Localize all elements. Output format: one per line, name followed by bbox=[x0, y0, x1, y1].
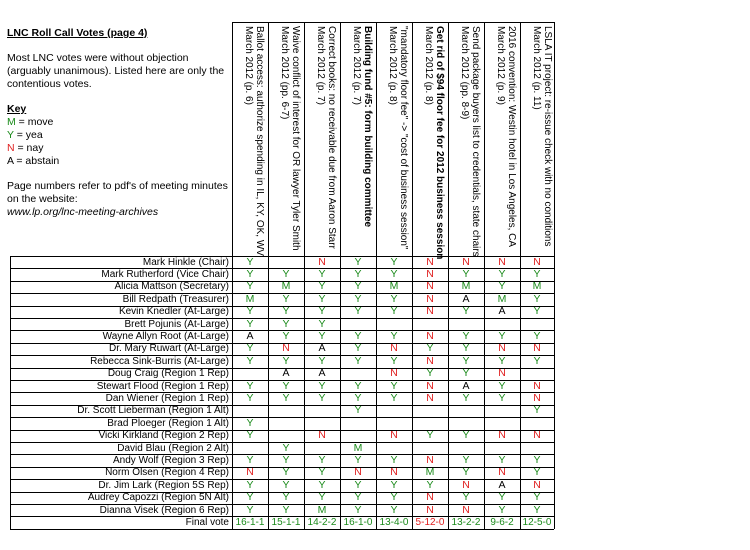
vote-cell: Y bbox=[498, 267, 506, 280]
vote-cell: Y bbox=[354, 354, 362, 367]
vote-cell: N bbox=[426, 354, 434, 367]
vote-cell: N bbox=[498, 342, 506, 355]
vote-cell: Y bbox=[462, 354, 470, 367]
vote-cell: Y bbox=[390, 503, 398, 516]
final-vote-tally: 14-2-2 bbox=[307, 516, 337, 528]
vote-cell: Y bbox=[498, 280, 506, 293]
vote-cell: Y bbox=[246, 503, 254, 516]
member-name: Alicia Mattson (Secretary) bbox=[114, 281, 229, 293]
vote-cell: M bbox=[497, 292, 507, 305]
key-heading: Key bbox=[7, 103, 27, 115]
vote-cell: Y bbox=[462, 491, 470, 504]
vote-cell: Y bbox=[246, 379, 254, 392]
column-date: March 2012 (p. 8) bbox=[387, 26, 398, 105]
vote-cell: Y bbox=[246, 280, 254, 293]
vote-cell: N bbox=[462, 503, 470, 516]
vote-cell: Y bbox=[462, 453, 470, 466]
vote-cell: Y bbox=[498, 391, 506, 404]
vote-cell: Y bbox=[390, 292, 398, 305]
vote-cell: A bbox=[498, 305, 506, 318]
vote-cell: Y bbox=[246, 305, 254, 318]
vote-cell: Y bbox=[318, 453, 326, 466]
vote-cell: N bbox=[426, 453, 434, 466]
column-motion: 2016 convention: Westin hotel in Los Angeles, CA bbox=[506, 26, 517, 248]
vote-cell: Y bbox=[282, 292, 290, 305]
vote-cell: Y bbox=[282, 466, 290, 479]
vote-cell: N bbox=[318, 429, 326, 442]
column-header bbox=[387, 26, 409, 249]
vote-cell: Y bbox=[533, 292, 541, 305]
column-date: March 2012 (pp. 8-9) bbox=[459, 26, 470, 120]
vote-cell: Y bbox=[533, 305, 541, 318]
member-name: Bill Redpath (Treasurer) bbox=[122, 293, 229, 305]
vote-cell: N bbox=[318, 255, 326, 268]
vote-cell: Y bbox=[354, 453, 362, 466]
vote-cell: Y bbox=[533, 329, 541, 342]
key-code: M bbox=[7, 116, 16, 128]
final-vote-tally: 16-1-1 bbox=[235, 516, 265, 528]
vote-cell: Y bbox=[390, 391, 398, 404]
member-name: Audrey Capozzi (Region 5N Alt) bbox=[87, 492, 229, 504]
vote-cell: N bbox=[498, 255, 506, 268]
vote-cell: Y bbox=[246, 416, 254, 429]
vote-cell: N bbox=[533, 342, 541, 355]
vote-cell: A bbox=[462, 379, 470, 392]
vote-cell: Y bbox=[390, 329, 398, 342]
member-name: Mark Rutherford (Vice Chair) bbox=[101, 268, 229, 280]
vote-cell: N bbox=[498, 367, 506, 380]
vote-cell: Y bbox=[282, 305, 290, 318]
vote-cell: Y bbox=[462, 305, 470, 318]
column-header bbox=[459, 26, 481, 257]
vote-cell: Y bbox=[246, 255, 254, 268]
column-header bbox=[495, 26, 517, 247]
vote-cell: Y bbox=[498, 453, 506, 466]
vote-cell: N bbox=[426, 391, 434, 404]
vote-cell: Y bbox=[246, 391, 254, 404]
vote-cell: Y bbox=[246, 342, 254, 355]
vote-cell: Y bbox=[282, 317, 290, 330]
key-code: N bbox=[7, 142, 15, 154]
vote-cell: Y bbox=[354, 305, 362, 318]
vote-cell: A bbox=[282, 367, 290, 380]
member-name: Stewart Flood (Region 1 Rep) bbox=[96, 380, 229, 392]
vote-cell: M bbox=[389, 280, 399, 293]
column-date: March 2012 (p. 7) bbox=[315, 26, 326, 105]
vote-cell: Y bbox=[533, 453, 541, 466]
vote-cell: Y bbox=[390, 255, 398, 268]
column-motion: Get rid of $94 floor fee for 2012 business session bbox=[434, 26, 445, 260]
vote-cell: Y bbox=[462, 367, 470, 380]
column-date: March 2012 (p. 8) bbox=[423, 26, 434, 105]
vote-cell: Y bbox=[462, 267, 470, 280]
vote-cell: Y bbox=[282, 441, 290, 454]
vote-cell: A bbox=[462, 292, 470, 305]
vote-cell: Y bbox=[390, 478, 398, 491]
vote-cell: Y bbox=[354, 404, 362, 417]
vote-cell: Y bbox=[462, 466, 470, 479]
vote-cell: Y bbox=[318, 466, 326, 479]
vote-cell: Y bbox=[426, 478, 434, 491]
vote-cell: Y bbox=[498, 491, 506, 504]
vote-cell: N bbox=[426, 503, 434, 516]
vote-cell: Y bbox=[390, 491, 398, 504]
vote-cell: Y bbox=[390, 267, 398, 280]
column-date: March 2012 (p. 6) bbox=[243, 26, 254, 105]
vote-cell: Y bbox=[318, 267, 326, 280]
vote-cell: Y bbox=[498, 503, 506, 516]
member-name: Dr. Scott Lieberman (Region 1 Alt) bbox=[77, 405, 229, 417]
vote-cell: Y bbox=[318, 491, 326, 504]
vote-cell: Y bbox=[282, 478, 290, 491]
vote-cell: M bbox=[461, 280, 471, 293]
final-vote-tally: 13-2-2 bbox=[451, 516, 481, 528]
vote-cell: Y bbox=[318, 280, 326, 293]
vote-cell: Y bbox=[354, 255, 362, 268]
vote-cell: Y bbox=[318, 478, 326, 491]
column-header bbox=[423, 26, 445, 259]
vote-cell: Y bbox=[533, 503, 541, 516]
column-header bbox=[243, 26, 265, 256]
vote-cell: N bbox=[426, 305, 434, 318]
final-vote-tally: 13-4-0 bbox=[379, 516, 409, 528]
vote-cell: Y bbox=[246, 267, 254, 280]
column-header bbox=[531, 26, 553, 246]
page-title: LNC Roll Call Votes (page 4) bbox=[7, 27, 148, 39]
vote-cell: Y bbox=[282, 354, 290, 367]
grid-hline bbox=[232, 22, 554, 23]
key-label: = abstain bbox=[13, 155, 60, 167]
vote-cell: Y bbox=[354, 478, 362, 491]
vote-cell: Y bbox=[354, 329, 362, 342]
vote-cell: Y bbox=[354, 491, 362, 504]
vote-cell: M bbox=[245, 292, 255, 305]
vote-cell: Y bbox=[462, 429, 470, 442]
member-name: David Blau (Region 2 Alt) bbox=[117, 442, 229, 454]
vote-cell: N bbox=[533, 391, 541, 404]
vote-cell: N bbox=[426, 292, 434, 305]
vote-cell: Y bbox=[426, 342, 434, 355]
vote-cell: Y bbox=[282, 391, 290, 404]
column-motion: Waive conflict of interest for OR lawyer Tyler Smith bbox=[290, 26, 301, 251]
vote-cell: Y bbox=[498, 379, 506, 392]
vote-cell: Y bbox=[282, 329, 290, 342]
vote-cell: Y bbox=[282, 379, 290, 392]
vote-cell: Y bbox=[533, 466, 541, 479]
vote-cell: N bbox=[462, 478, 470, 491]
member-name: Dr. Jim Lark (Region 5S Rep) bbox=[98, 479, 229, 491]
vote-cell: Y bbox=[246, 354, 254, 367]
vote-cell: N bbox=[282, 342, 290, 355]
vote-cell: Y bbox=[354, 391, 362, 404]
vote-cell: Y bbox=[246, 491, 254, 504]
member-name: Dr. Mary Ruwart (At-Large) bbox=[108, 343, 229, 355]
vote-cell: N bbox=[498, 429, 506, 442]
column-motion: Ballot access: authorize spending in IL, KY, OK, WV bbox=[254, 26, 265, 256]
vote-cell: Y bbox=[462, 329, 470, 342]
vote-cell: M bbox=[317, 503, 327, 516]
vote-cell: Y bbox=[426, 429, 434, 442]
vote-cell: Y bbox=[533, 354, 541, 367]
vote-cell: Y bbox=[318, 317, 326, 330]
member-name: Wayne Allyn Root (At-Large) bbox=[102, 330, 229, 342]
vote-cell: N bbox=[533, 478, 541, 491]
vote-cell: Y bbox=[390, 354, 398, 367]
column-motion: Building fund #5: form building committee bbox=[362, 26, 373, 228]
column-motion: "mandatory floor fee" -> "cost of business session" bbox=[398, 26, 409, 250]
column-date: March 2012 (p. 7) bbox=[351, 26, 362, 105]
vote-cell: N bbox=[533, 255, 541, 268]
column-header bbox=[315, 26, 337, 249]
vote-cell: Y bbox=[318, 354, 326, 367]
column-date: March 2012 (p. 9) bbox=[495, 26, 506, 105]
member-name: Doug Craig (Region 1 Rep) bbox=[107, 368, 229, 380]
member-name: Rebecca Sink-Burris (At-Large) bbox=[90, 355, 229, 367]
vote-cell: Y bbox=[246, 429, 254, 442]
vote-cell: Y bbox=[498, 354, 506, 367]
column-date: March 2012 (p. 11) bbox=[531, 26, 542, 110]
column-date: March 2012 (pp. 6-7) bbox=[279, 26, 290, 120]
final-vote-tally: 9-6-2 bbox=[490, 516, 514, 528]
key-label: = move bbox=[15, 116, 54, 128]
grid-vline bbox=[554, 22, 555, 529]
vote-cell: Y bbox=[533, 491, 541, 504]
final-vote-tally: 12-5-0 bbox=[522, 516, 552, 528]
vote-cell: Y bbox=[533, 267, 541, 280]
vote-cell: N bbox=[390, 466, 398, 479]
vote-cell: Y bbox=[498, 329, 506, 342]
member-name: Norm Olsen (Region 4 Rep) bbox=[105, 467, 229, 479]
vote-cell: Y bbox=[318, 292, 326, 305]
member-name: Brad Ploeger (Region 1 Alt) bbox=[107, 417, 229, 429]
vote-cell: Y bbox=[282, 503, 290, 516]
vote-cell: N bbox=[426, 255, 434, 268]
grid-hline bbox=[10, 529, 554, 530]
vote-cell: N bbox=[498, 466, 506, 479]
vote-cell: Y bbox=[390, 379, 398, 392]
column-motion: LSLA IT project: re-issue check with no conditions bbox=[542, 26, 553, 247]
vote-cell: Y bbox=[462, 391, 470, 404]
vote-cell: A bbox=[318, 342, 326, 355]
vote-cell: Y bbox=[390, 453, 398, 466]
member-name: Brett Pojunis (At-Large) bbox=[124, 318, 229, 330]
vote-cell: N bbox=[354, 466, 362, 479]
vote-cell: Y bbox=[533, 404, 541, 417]
member-name: Mark Hinkle (Chair) bbox=[142, 256, 229, 268]
vote-cell: N bbox=[426, 267, 434, 280]
column-header bbox=[351, 26, 373, 227]
vote-cell: N bbox=[390, 342, 398, 355]
vote-cell: Y bbox=[354, 280, 362, 293]
member-name: Dianna Visek (Region 6 Rep) bbox=[99, 504, 229, 516]
vote-cell: Y bbox=[246, 317, 254, 330]
vote-cell: M bbox=[281, 280, 291, 293]
vote-cell: M bbox=[532, 280, 542, 293]
vote-cell: Y bbox=[246, 453, 254, 466]
vote-cell: N bbox=[462, 255, 470, 268]
member-name: Kevin Knedler (At-Large) bbox=[118, 306, 229, 318]
archive-link[interactable]: www.lp.org/lnc-meeting-archives bbox=[7, 206, 159, 218]
column-header bbox=[279, 26, 301, 251]
vote-cell: M bbox=[425, 466, 435, 479]
vote-cell: Y bbox=[318, 379, 326, 392]
column-motion: Correct books: no receivable due from Aaron Starr bbox=[326, 26, 337, 249]
final-vote-label: Final vote bbox=[185, 516, 229, 528]
final-vote-tally: 15-1-1 bbox=[271, 516, 301, 528]
vote-cell: Y bbox=[282, 491, 290, 504]
key-code: Y bbox=[7, 129, 14, 141]
member-name: Andy Wolf (Region 3 Rep) bbox=[113, 454, 229, 466]
vote-cell: Y bbox=[354, 503, 362, 516]
vote-cell: Y bbox=[354, 267, 362, 280]
vote-cell: N bbox=[426, 491, 434, 504]
vote-cell: Y bbox=[318, 305, 326, 318]
vote-cell: Y bbox=[462, 342, 470, 355]
vote-cell: Y bbox=[426, 367, 434, 380]
vote-cell: A bbox=[246, 329, 254, 342]
vote-cell: N bbox=[390, 367, 398, 380]
vote-cell: N bbox=[426, 379, 434, 392]
column-motion: Send package buyers list to credentials, state chairs bbox=[470, 26, 481, 257]
vote-cell: Y bbox=[246, 478, 254, 491]
vote-cell: Y bbox=[318, 329, 326, 342]
vote-cell: Y bbox=[354, 292, 362, 305]
key-label: = nay bbox=[14, 142, 44, 154]
member-name: Dan Wiener (Region 1 Rep) bbox=[105, 392, 229, 404]
vote-cell: N bbox=[426, 280, 434, 293]
final-vote-tally: 16-1-0 bbox=[343, 516, 373, 528]
vote-cell: Y bbox=[282, 267, 290, 280]
vote-cell: A bbox=[498, 478, 506, 491]
page-note: Page numbers refer to pdf's of meeting minutes on the website: bbox=[7, 180, 228, 205]
vote-cell: Y bbox=[390, 305, 398, 318]
final-vote-tally: 5-12-0 bbox=[415, 516, 445, 528]
vote-cell: N bbox=[246, 466, 254, 479]
key-label: = yea bbox=[13, 129, 43, 141]
vote-cell: Y bbox=[318, 391, 326, 404]
member-name: Vicki Kirkland (Region 2 Rep) bbox=[98, 430, 229, 442]
vote-cell: Y bbox=[282, 453, 290, 466]
vote-cell: N bbox=[533, 379, 541, 392]
vote-cell: N bbox=[390, 429, 398, 442]
intro-text: Most LNC votes were without objection (arguably unanimous). Listed here are only the contentious votes. bbox=[7, 52, 225, 90]
vote-cell: Y bbox=[354, 342, 362, 355]
key-code: A bbox=[7, 155, 14, 167]
vote-cell: A bbox=[318, 367, 326, 380]
vote-cell: M bbox=[353, 441, 363, 454]
vote-cell: Y bbox=[354, 379, 362, 392]
vote-cell: N bbox=[533, 429, 541, 442]
vote-cell: N bbox=[426, 329, 434, 342]
